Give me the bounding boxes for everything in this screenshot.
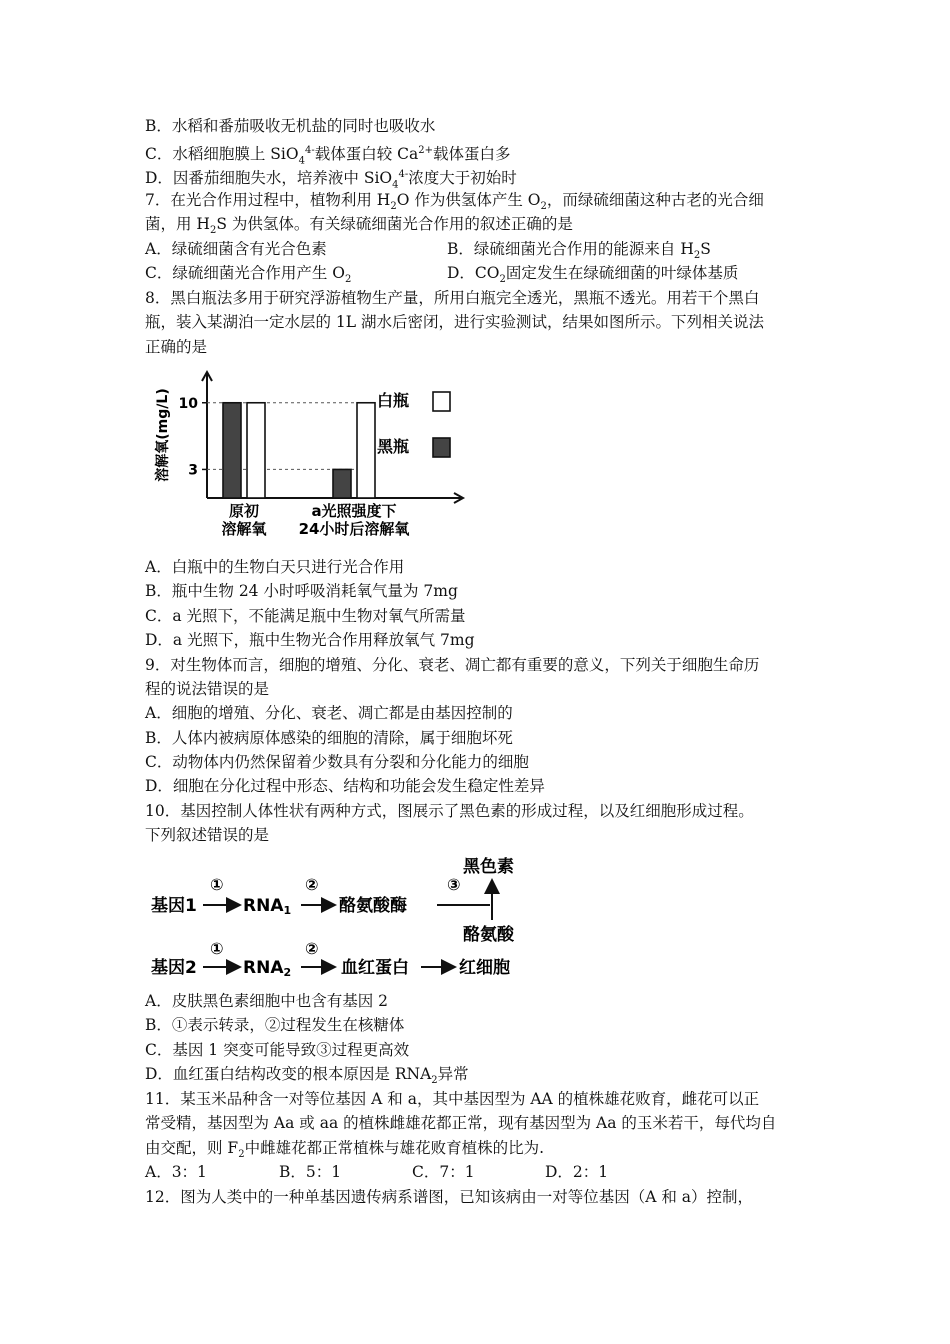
q10-stem-line1: 10．基因控制人体性状有两种方式，图展示了黑色素的形成过程，以及红细胞形成过程。 [145, 802, 754, 820]
q7-option-d: D．$CO_2$固定发生在绿硫细菌的叶绿体基质 [447, 264, 739, 286]
step2-label-row1: ② [305, 875, 319, 894]
step2-label-row2: ② [305, 939, 319, 958]
x-category-label: 溶解氧 [221, 520, 267, 538]
red-cell-label: 红细胞 [459, 958, 510, 978]
rna1-label: RNA1 [243, 896, 292, 917]
q8-option-c: C．a 光照下，不能满足瓶中生物对氧气所需量 [145, 607, 466, 625]
q8-stem-line3: 正确的是 [145, 338, 208, 356]
hemoglobin-label: 血红蛋白 [341, 958, 409, 978]
q9-stem-line2: 程的说法错误的是 [145, 680, 270, 698]
y-tick-label: 10 [178, 395, 198, 412]
q7-stem-line1: 7．在光合作用过程中，植物利用 $H_2O$ 作为供氢体产生 $O_2$，而绿硫细菌这种古老的光合细 [145, 191, 764, 213]
q10-option-c: C．基因 1 突变可能导致③过程更高效 [145, 1041, 410, 1059]
q8-option-b: B．瓶中生物 24 小时呼吸消耗氧气量为 7mg [145, 582, 458, 600]
gene2-label: 基因2 [151, 958, 197, 978]
q6-option-c: C．水稻细胞膜上 SiO$_4^{4-}$载体蛋白较 $Ca^{2+}$载体蛋白多 [145, 145, 511, 167]
bar-white-bottle-2 [357, 403, 375, 498]
q11-option-d: D．2：1 [545, 1163, 609, 1181]
step1-label-row1: ① [210, 875, 224, 894]
q10-option-a: A．皮肤黑色素细胞中也含有基因 2 [145, 992, 388, 1010]
q8-option-d: D．a 光照下，瓶中生物光合作用释放氧气 7mg [145, 631, 475, 649]
y-tick-label: 3 [188, 462, 198, 479]
q7-option-a: A．绿硫细菌含有光合色素 [145, 240, 327, 258]
x-category-label: a光照强度下 [311, 502, 397, 520]
bar-white-bottle-1 [247, 403, 265, 498]
legend-label-black: 黑瓶 [377, 437, 410, 456]
q7-option-c: C．绿硫细菌光合作用产生 $O_2$ [145, 264, 352, 286]
enzyme-label: 酪氨酸酶 [339, 896, 407, 916]
legend-swatch-black [433, 438, 450, 457]
q11-option-c: C．7：1 [412, 1163, 475, 1181]
q10-stem-line2: 下列叙述错误的是 [145, 826, 270, 844]
q9-option-b: B．人体内被病原体感染的细胞的清除，属于细胞坏死 [145, 729, 513, 747]
bar-black-bottle-2 [333, 469, 351, 498]
q7-stem-line2: 菌，用 $H_2S$ 为供氢体。有关绿硫细菌光合作用的叙述正确的是 [145, 215, 573, 237]
q11-stem-line2: 常受精，基因型为 Aa 或 aa 的植株雌雄花都正常，现有基因型为 Aa 的玉米若干，每代均自 [145, 1114, 777, 1132]
x-category-label: 原初 [228, 502, 260, 520]
x-category-label: 24小时后溶解氧 [298, 520, 410, 538]
step3-label: ③ [447, 875, 461, 894]
q6-option-b: B．水稻和番茄吸收无机盐的同时也吸收水 [145, 117, 436, 135]
rna2-label: RNA2 [243, 958, 292, 979]
q8-stem-line1: 8．黑白瓶法多用于研究浮游植物生产量，所用白瓶完全透光，黑瓶不透光。用若干个黑白 [145, 289, 760, 307]
q9-option-a: A．细胞的增殖、分化、衰老、凋亡都是由基因控制的 [145, 704, 513, 722]
q12-stem-line1: 12．图为人类中的一种单基因遗传病系谱图，已知该病由一对等位基因（A 和 a）控制， [145, 1188, 754, 1206]
legend-swatch-white [433, 392, 450, 411]
q10-option-d: D．血红蛋白结构改变的根本原因是 $RNA_2$异常 [145, 1065, 469, 1087]
q11-stem-line3: 由交配，则 $F_2$中雌雄花都正常植株与雄花败育植株的比为. [145, 1139, 544, 1161]
q9-option-c: C．动物体内仍然保留着少数具有分裂和分化能力的细胞 [145, 753, 529, 771]
q10-gene-diagram [145, 850, 545, 986]
q9-stem-line1: 9．对生物体而言，细胞的增殖、分化、衰老、凋亡都有重要的意义，下列关于细胞生命历 [145, 656, 760, 674]
q10-option-b: B．①表示转录，②过程发生在核糖体 [145, 1016, 405, 1034]
q11-stem-line1: 11．某玉米品种含一对等位基因 A 和 a，其中基因型为 AA 的植株雄花败育，雌花可以正 [145, 1090, 760, 1108]
q7-option-b: B．绿硫细菌光合作用的能源来自 $H_2S$ [447, 240, 711, 262]
q8-stem-line2: 瓶，装入某湖泊一定水层的 1L 湖水后密闭，进行实验测试，结果如图所示。下列相关说法 [145, 313, 765, 331]
tyrosine-label: 酪氨酸 [463, 925, 514, 945]
gene1-label: 基因1 [151, 896, 197, 916]
q11-option-a: A．3：1 [145, 1163, 207, 1181]
q11-option-b: B．5：1 [279, 1163, 342, 1181]
bar-black-bottle-1 [223, 403, 241, 498]
q6-option-d: D．因番茄细胞失水，培养液中 SiO$_4^{4-}$浓度大于初始时 [145, 169, 517, 191]
q8-option-a: A．白瓶中的生物白天只进行光合作用 [145, 558, 405, 576]
q9-option-d: D．细胞在分化过程中形态、结构和功能会发生稳定性差异 [145, 777, 545, 795]
legend-label-white: 白瓶 [377, 391, 410, 410]
melanin-label: 黑色素 [463, 857, 514, 877]
y-axis-label: 溶解氧(mg/L) [155, 388, 171, 482]
q8-bar-chart [145, 362, 475, 548]
step1-label-row2: ① [210, 939, 224, 958]
